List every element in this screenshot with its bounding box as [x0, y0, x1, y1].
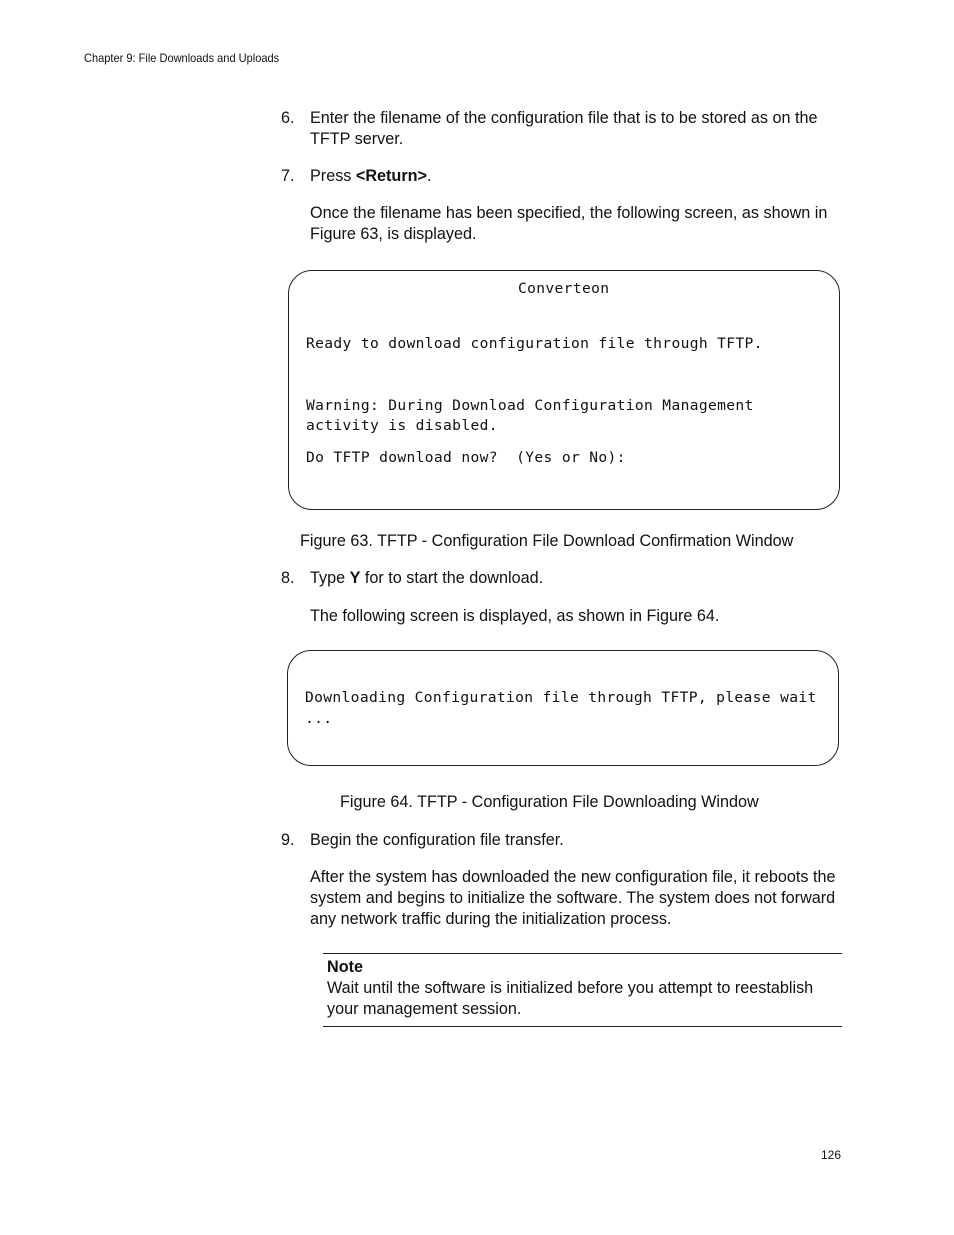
- step-number: 6.: [281, 109, 295, 127]
- terminal-line-ellipsis: ...: [305, 710, 333, 727]
- terminal-window-figure64: [287, 650, 839, 766]
- step-text-bold: Y: [349, 569, 361, 587]
- step-text: Enter the filename of the configuration file that is to be stored as on the TFTP server.: [310, 109, 818, 148]
- note-body: Wait until the software is initialized before you attempt to reestablish your management session.: [327, 979, 814, 1018]
- figure64-caption: Figure 64. TFTP - Configuration File Downloading Window: [340, 793, 759, 811]
- step-9: [281, 830, 841, 851]
- chapter-header: Chapter 9: File Downloads and Uploads: [84, 51, 280, 65]
- paragraph-figure63-intro: Once the filename has been specified, the following screen, as shown in Figure 63, is displayed.: [310, 204, 828, 243]
- terminal-line-warning: Warning: During Download Configuration Management: [306, 397, 754, 414]
- step-text-pre: Type: [310, 569, 350, 587]
- step-text: Begin the configuration file transfer.: [310, 831, 564, 849]
- step-number: 9.: [281, 831, 295, 849]
- figure63-caption: Figure 63. TFTP - Configuration File Download Confirmation Window: [300, 532, 794, 550]
- page-number: 126: [821, 1148, 842, 1162]
- terminal-window-figure63: [288, 270, 840, 510]
- step-6: [281, 108, 841, 150]
- terminal-prompt: Do TFTP download now? (Yes or No):: [306, 449, 626, 466]
- step-text-pre: Press: [310, 167, 356, 185]
- step-text-bold: <Return>: [355, 167, 427, 185]
- terminal-title: Converteon: [518, 280, 610, 297]
- step-text: [310, 568, 841, 589]
- step-number: 7.: [281, 167, 295, 185]
- terminal-line-ready: Ready to download configuration file through TFTP.: [306, 335, 763, 352]
- terminal-line-downloading: Downloading Configuration file through TFTP, please wait: [305, 689, 817, 706]
- terminal-line-warning-cont: activity is disabled.: [306, 417, 498, 434]
- step-number: 8.: [281, 569, 295, 587]
- step-8: [281, 568, 841, 589]
- step-text: [310, 166, 841, 187]
- step-text-post: for to start the download.: [360, 569, 544, 587]
- note-title: Note: [327, 958, 363, 976]
- step-7: [281, 166, 841, 187]
- note-box: [323, 953, 842, 1027]
- step-text-post: .: [426, 167, 432, 185]
- paragraph-figure64-intro: The following screen is displayed, as shown in Figure 64.: [310, 607, 720, 625]
- paragraph-reboot-info: After the system has downloaded the new configuration file, it reboots the system and begins to initialize the software. The system does not forward any network traffic during the initialization process.: [310, 868, 836, 928]
